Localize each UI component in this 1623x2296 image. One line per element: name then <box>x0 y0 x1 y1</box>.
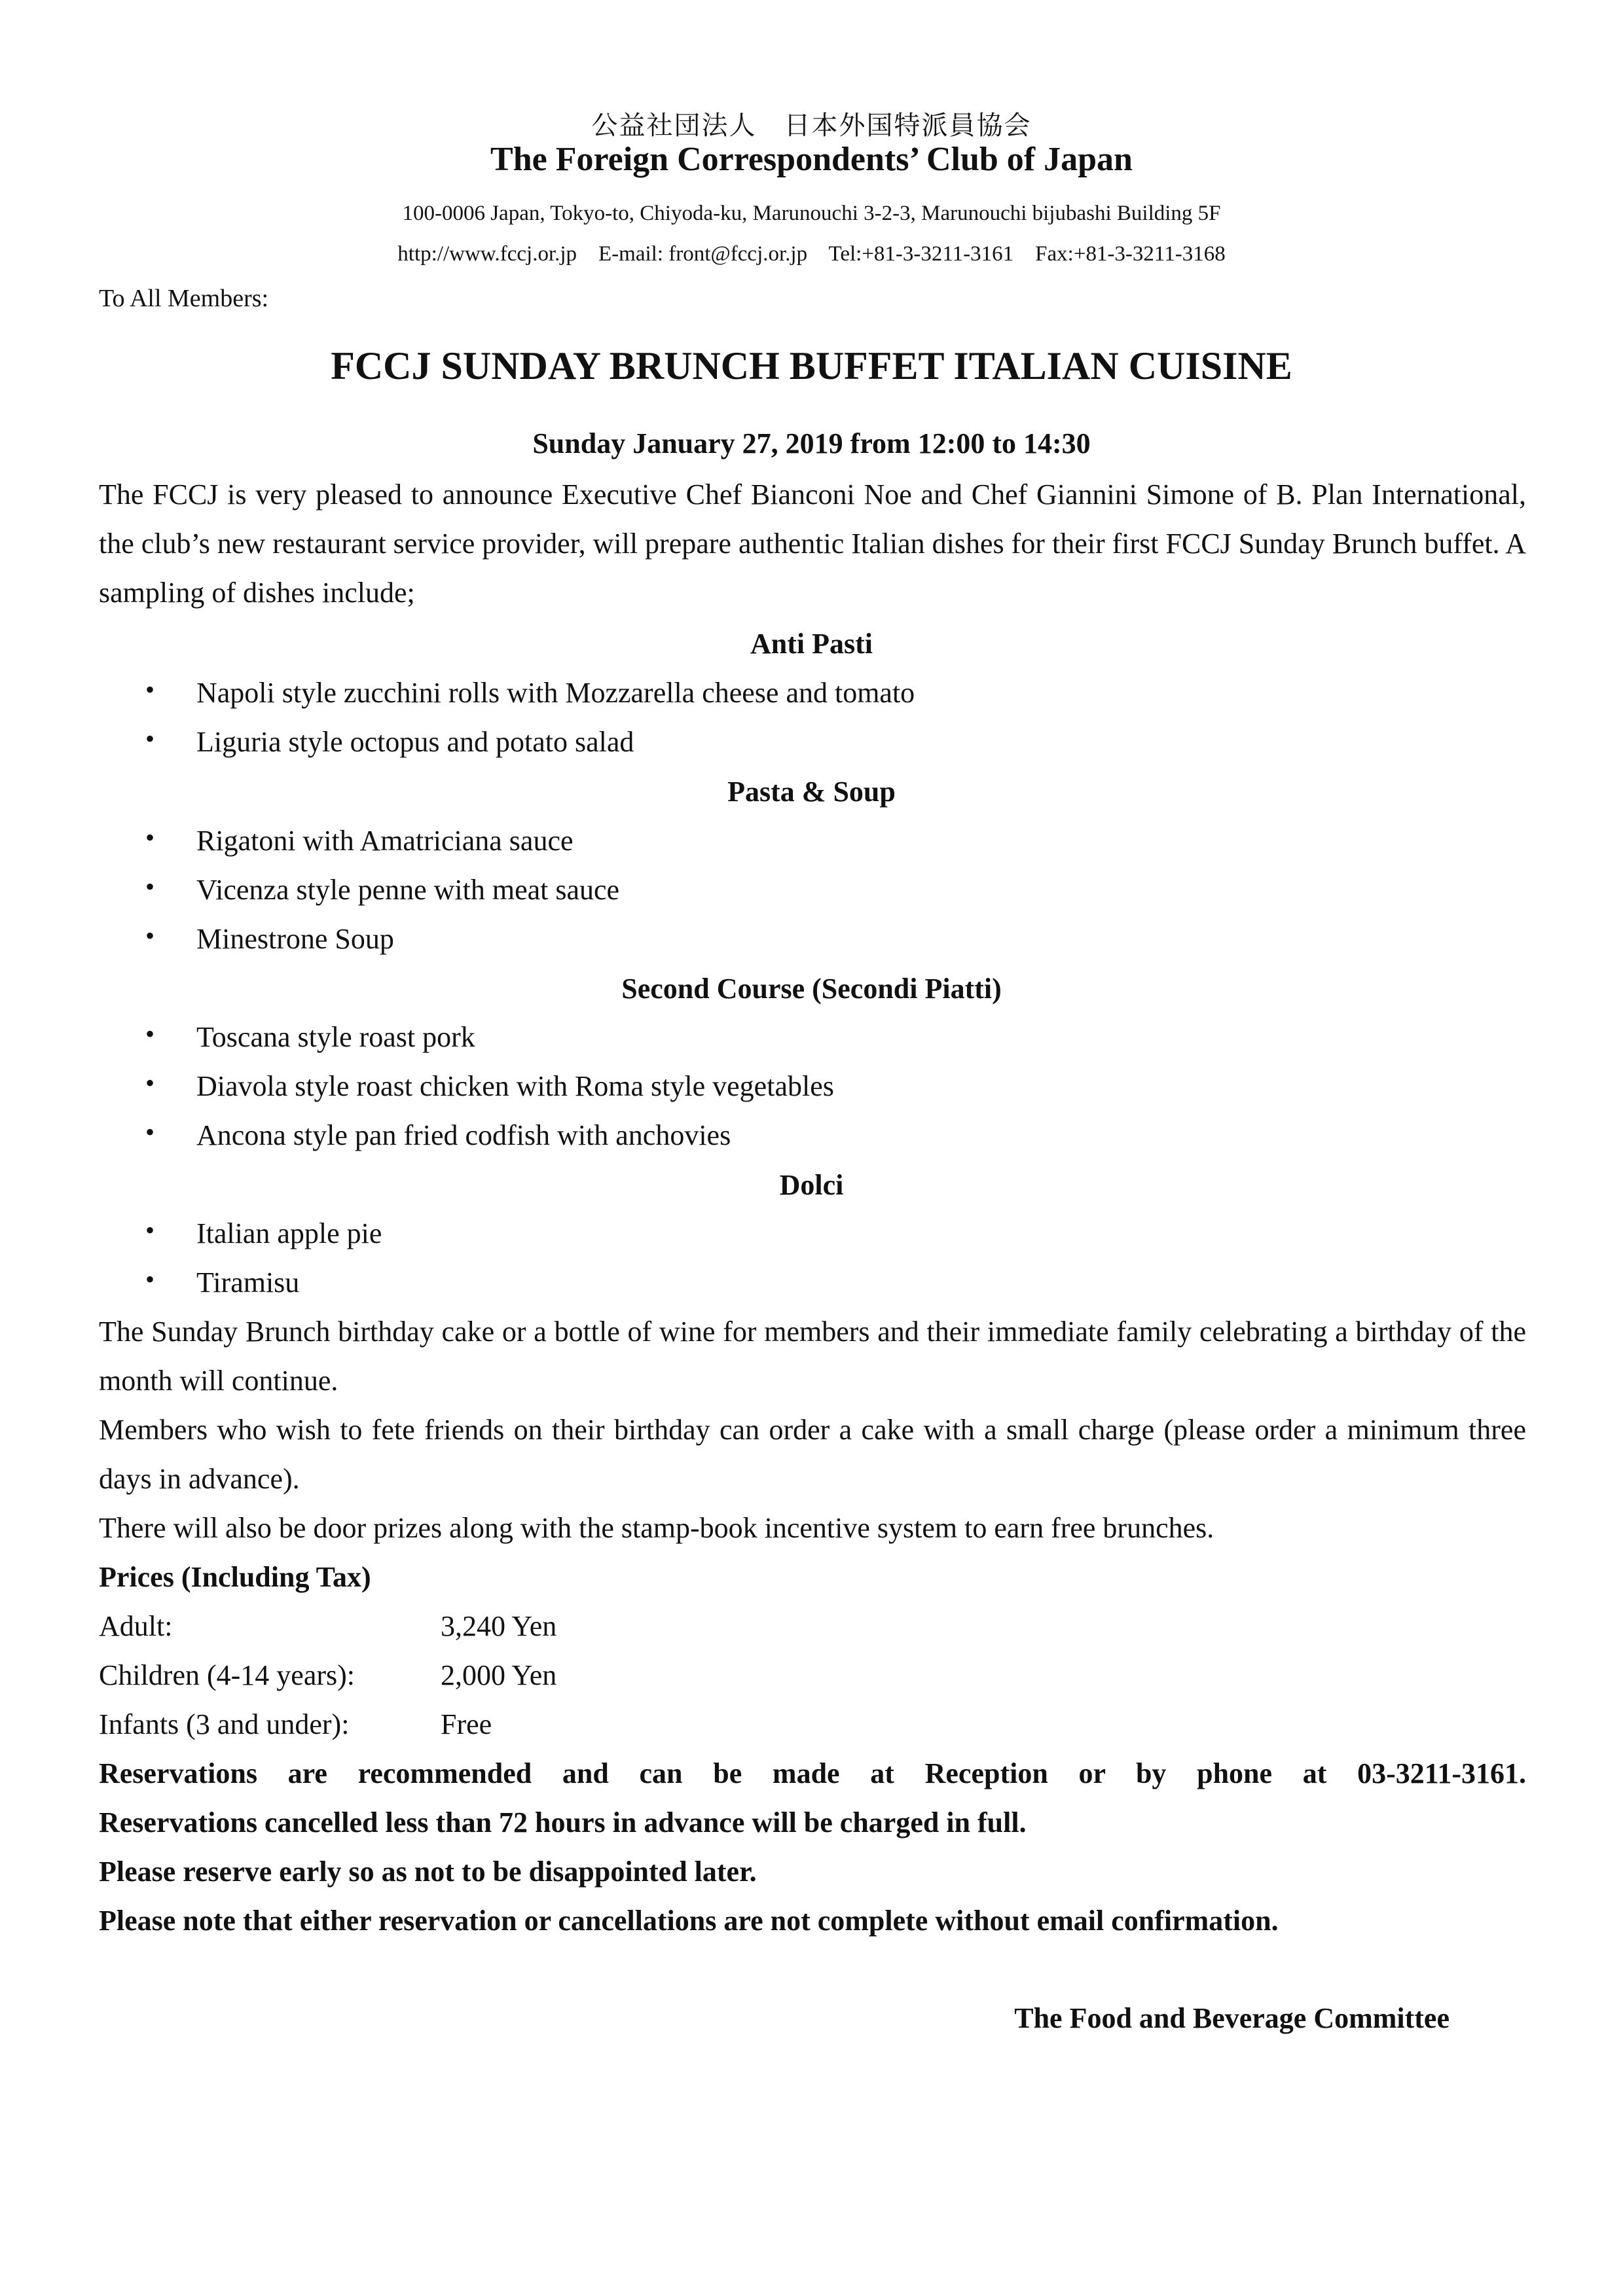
page-title: FCCJ SUNDAY BRUNCH BUFFET ITALIAN CUISINE <box>331 344 1292 387</box>
price-label-infants: Infants (3 and under): <box>99 1708 350 1740</box>
club-address: 100-0006 Japan, Tokyo-to, Chiyoda-ku, Marunouchi 3-2-3, Marunouchi bijubashi Building 5F <box>402 202 1221 225</box>
signature: The Food and Beverage Committee <box>1014 2002 1450 2034</box>
list-item: Liguria style octopus and potato salad <box>196 726 634 758</box>
menu-heading-pasta-soup: Pasta & Soup <box>727 776 896 808</box>
bullet-icon: • <box>145 921 155 950</box>
list-item: Minestrone Soup <box>196 923 394 955</box>
list-item: Vicenza style penne with meat sauce <box>196 874 620 906</box>
confirmation-notice: Please note that either reservation or cancellations are not complete without email confirmation. <box>99 1905 1279 1937</box>
bullet-icon: • <box>145 872 155 901</box>
reserve-early-notice: Please reserve early so as not to be disappointed later. <box>99 1856 757 1888</box>
salutation: To All Members: <box>99 285 269 312</box>
fete-friends-paragraph: Members who wish to fete friends on their birthday can order a cake with a small charge (please order a minimum three days in advance). <box>99 1414 1526 1495</box>
price-value-adult: 3,240 Yen <box>441 1610 557 1642</box>
list-item: Italian apple pie <box>196 1217 382 1249</box>
bullet-icon: • <box>145 724 155 753</box>
bullet-icon: • <box>145 1068 155 1098</box>
menu-heading-dolci: Dolci <box>779 1169 844 1201</box>
intro-paragraph: The FCCJ is very pleased to announce Executive Chef Bianconi Noe and Chef Giannini Simone of B. Plan International, the club’s new restaurant service provider, will prepare authentic Italian dishes for their first FCCJ Sunday Brunch buffet. A sampling of dishes include; <box>99 478 1526 609</box>
menu-heading-second-course: Second Course (Secondi Piatti) <box>621 973 1002 1005</box>
japanese-club-name: 公益社団法人 日本外国特派員協会 <box>591 111 1032 141</box>
menu-heading-anti-pasti: Anti Pasti <box>750 628 873 660</box>
bullet-icon: • <box>145 1019 155 1049</box>
price-value-children: 2,000 Yen <box>441 1659 557 1691</box>
list-item: Ancona style pan fried codfish with anchovies <box>196 1119 731 1151</box>
prices-heading: Prices (Including Tax) <box>99 1561 371 1593</box>
club-name: The Foreign Correspondents’ Club of Japan <box>490 141 1133 178</box>
birthday-cake-paragraph: The Sunday Brunch birthday cake or a bottle of wine for members and their immediate family celebrating a birthday of the month will continue. <box>99 1316 1526 1397</box>
bullet-icon: • <box>145 1117 155 1147</box>
bullet-icon: • <box>145 1215 155 1245</box>
price-label-children: Children (4-14 years): <box>99 1659 355 1691</box>
bullet-icon: • <box>145 675 155 704</box>
list-item: Tiramisu <box>196 1266 300 1299</box>
bullet-icon: • <box>145 823 155 852</box>
price-value-infants: Free <box>441 1708 492 1740</box>
door-prizes-paragraph: There will also be door prizes along with the stamp-book incentive system to earn free brunches. <box>99 1512 1214 1544</box>
list-item: Toscana style roast pork <box>196 1021 475 1053</box>
club-contact: http://www.fccj.or.jp E-mail: front@fccj.or.jp Tel:+81-3-3211-3161 Fax:+81-3-3211-3168 <box>397 242 1226 266</box>
reservation-notice: Reservations are recommended and can be made at Reception or by phone at 03-3211-3161. <box>99 1757 1526 1789</box>
event-date: Sunday January 27, 2019 from 12:00 to 14:30 <box>532 427 1091 459</box>
list-item: Rigatoni with Amatriciana sauce <box>196 825 574 857</box>
list-item: Diavola style roast chicken with Roma style vegetables <box>196 1070 834 1102</box>
cancellation-notice: Reservations cancelled less than 72 hours in advance will be charged in full. <box>99 1806 1027 1839</box>
price-label-adult: Adult: <box>99 1610 173 1642</box>
bullet-icon: • <box>145 1265 155 1294</box>
list-item: Napoli style zucchini rolls with Mozzarella cheese and tomato <box>196 677 915 709</box>
